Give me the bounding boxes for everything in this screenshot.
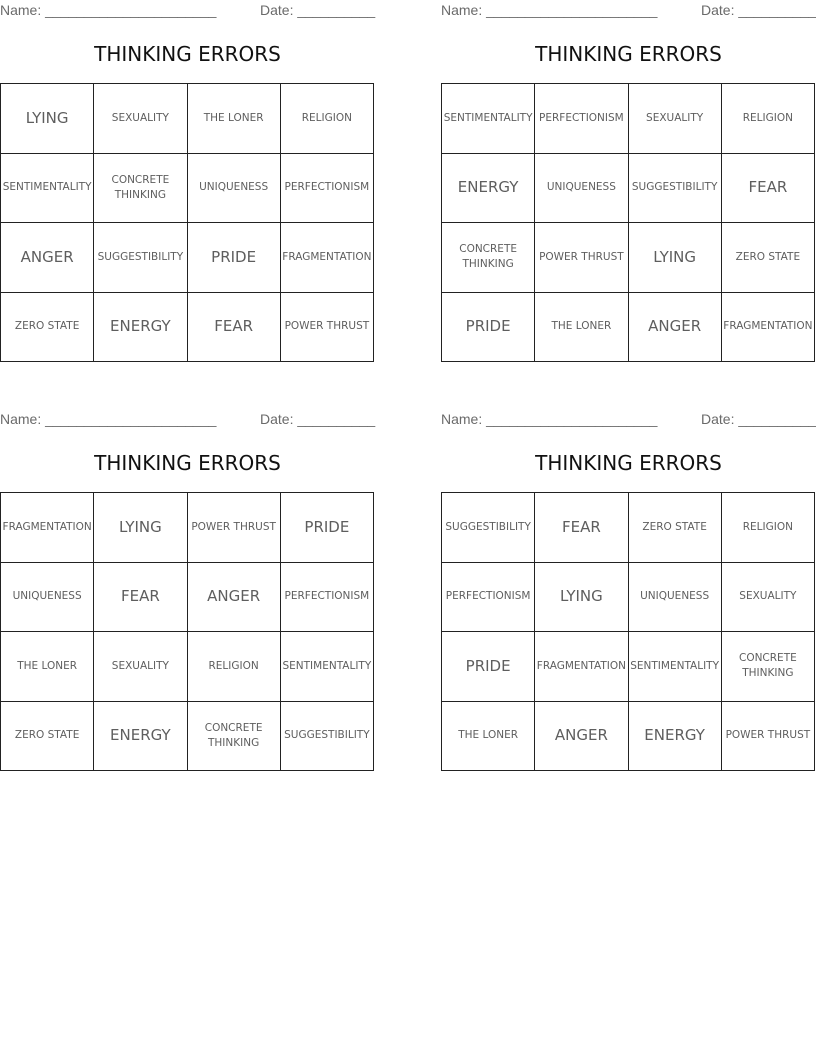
grid-cell: PERFECTIONISM [442,563,535,633]
grid-cell: SENTIMENTALITY [281,632,374,702]
name-field: Name: ______________________ [441,2,658,18]
card-header [0,2,375,20]
bingo-grid [441,492,815,771]
bingo-card-2 [441,0,816,372]
grid-cell: LYING [535,563,628,633]
grid-cell: FEAR [94,563,187,633]
card-title: THINKING ERRORS [94,451,281,475]
grid-cell: UNIQUENESS [1,563,94,633]
grid-cell: UNIQUENESS [629,563,722,633]
grid-cell: ZERO STATE [629,493,722,563]
name-field: Name: ______________________ [0,2,217,18]
card-title: THINKING ERRORS [535,451,722,475]
bingo-card-3 [0,409,375,781]
grid-cell: SUGGESTIBILITY [94,223,187,293]
grid-cell: SUGGESTIBILITY [281,702,374,772]
grid-cell: SEXUALITY [94,84,187,154]
name-field: Name: ______________________ [0,411,217,427]
grid-cell: PERFECTIONISM [281,154,374,224]
card-header [0,411,375,429]
date-field: Date: __________ [701,2,816,18]
grid-cell: POWER THRUST [281,293,374,363]
grid-cell: CONCRETE THINKING [188,702,281,772]
bingo-grid [0,492,374,771]
bingo-card-1 [0,0,375,372]
grid-cell: ANGER [629,293,722,363]
grid-cell: SUGGESTIBILITY [629,154,722,224]
grid-cell: FRAGMENTATION [1,493,94,563]
grid-cell: LYING [1,84,94,154]
grid-cell: FEAR [535,493,628,563]
date-field: Date: __________ [701,411,816,427]
grid-cell: THE LONER [442,702,535,772]
grid-cell: SUGGESTIBILITY [442,493,535,563]
grid-cell: POWER THRUST [188,493,281,563]
card-title: THINKING ERRORS [535,42,722,66]
grid-cell: ZERO STATE [1,702,94,772]
grid-cell: RELIGION [722,493,815,563]
card-title: THINKING ERRORS [94,42,281,66]
grid-cell: FRAGMENTATION [722,293,815,363]
grid-cell: SEXUALITY [94,632,187,702]
grid-cell: RELIGION [722,84,815,154]
grid-cell: ENERGY [629,702,722,772]
grid-cell: LYING [629,223,722,293]
grid-cell: THE LONER [1,632,94,702]
grid-cell: SEXUALITY [722,563,815,633]
date-field: Date: __________ [260,411,376,427]
grid-cell: PRIDE [188,223,281,293]
grid-cell: ENERGY [442,154,535,224]
grid-cell: PERFECTIONISM [535,84,628,154]
grid-cell: SENTIMENTALITY [629,632,722,702]
grid-cell: FRAGMENTATION [281,223,374,293]
card-header [441,411,816,429]
grid-cell: PRIDE [442,632,535,702]
grid-cell: UNIQUENESS [535,154,628,224]
bingo-grid [0,83,374,362]
grid-cell: ANGER [188,563,281,633]
grid-cell: ANGER [1,223,94,293]
grid-cell: THE LONER [535,293,628,363]
date-field: Date: __________ [260,2,376,18]
grid-cell: RELIGION [188,632,281,702]
grid-cell: CONCRETE THINKING [722,632,815,702]
grid-cell: CONCRETE THINKING [442,223,535,293]
grid-cell: ENERGY [94,702,187,772]
grid-cell: ZERO STATE [722,223,815,293]
card-header [441,2,816,20]
grid-cell: FEAR [188,293,281,363]
grid-cell: ENERGY [94,293,187,363]
grid-cell: SENTIMENTALITY [442,84,535,154]
grid-cell: ZERO STATE [1,293,94,363]
name-field: Name: ______________________ [441,411,658,427]
grid-cell: RELIGION [281,84,374,154]
grid-cell: FEAR [722,154,815,224]
grid-cell: POWER THRUST [722,702,815,772]
grid-cell: ANGER [535,702,628,772]
grid-cell: SENTIMENTALITY [1,154,94,224]
grid-cell: PERFECTIONISM [281,563,374,633]
grid-cell: PRIDE [442,293,535,363]
grid-cell: LYING [94,493,187,563]
grid-cell: PRIDE [281,493,374,563]
grid-cell: UNIQUENESS [188,154,281,224]
bingo-grid [441,83,815,362]
grid-cell: FRAGMENTATION [535,632,628,702]
grid-cell: THE LONER [188,84,281,154]
bingo-card-4 [441,409,816,781]
grid-cell: POWER THRUST [535,223,628,293]
grid-cell: CONCRETE THINKING [94,154,187,224]
grid-cell: SEXUALITY [629,84,722,154]
